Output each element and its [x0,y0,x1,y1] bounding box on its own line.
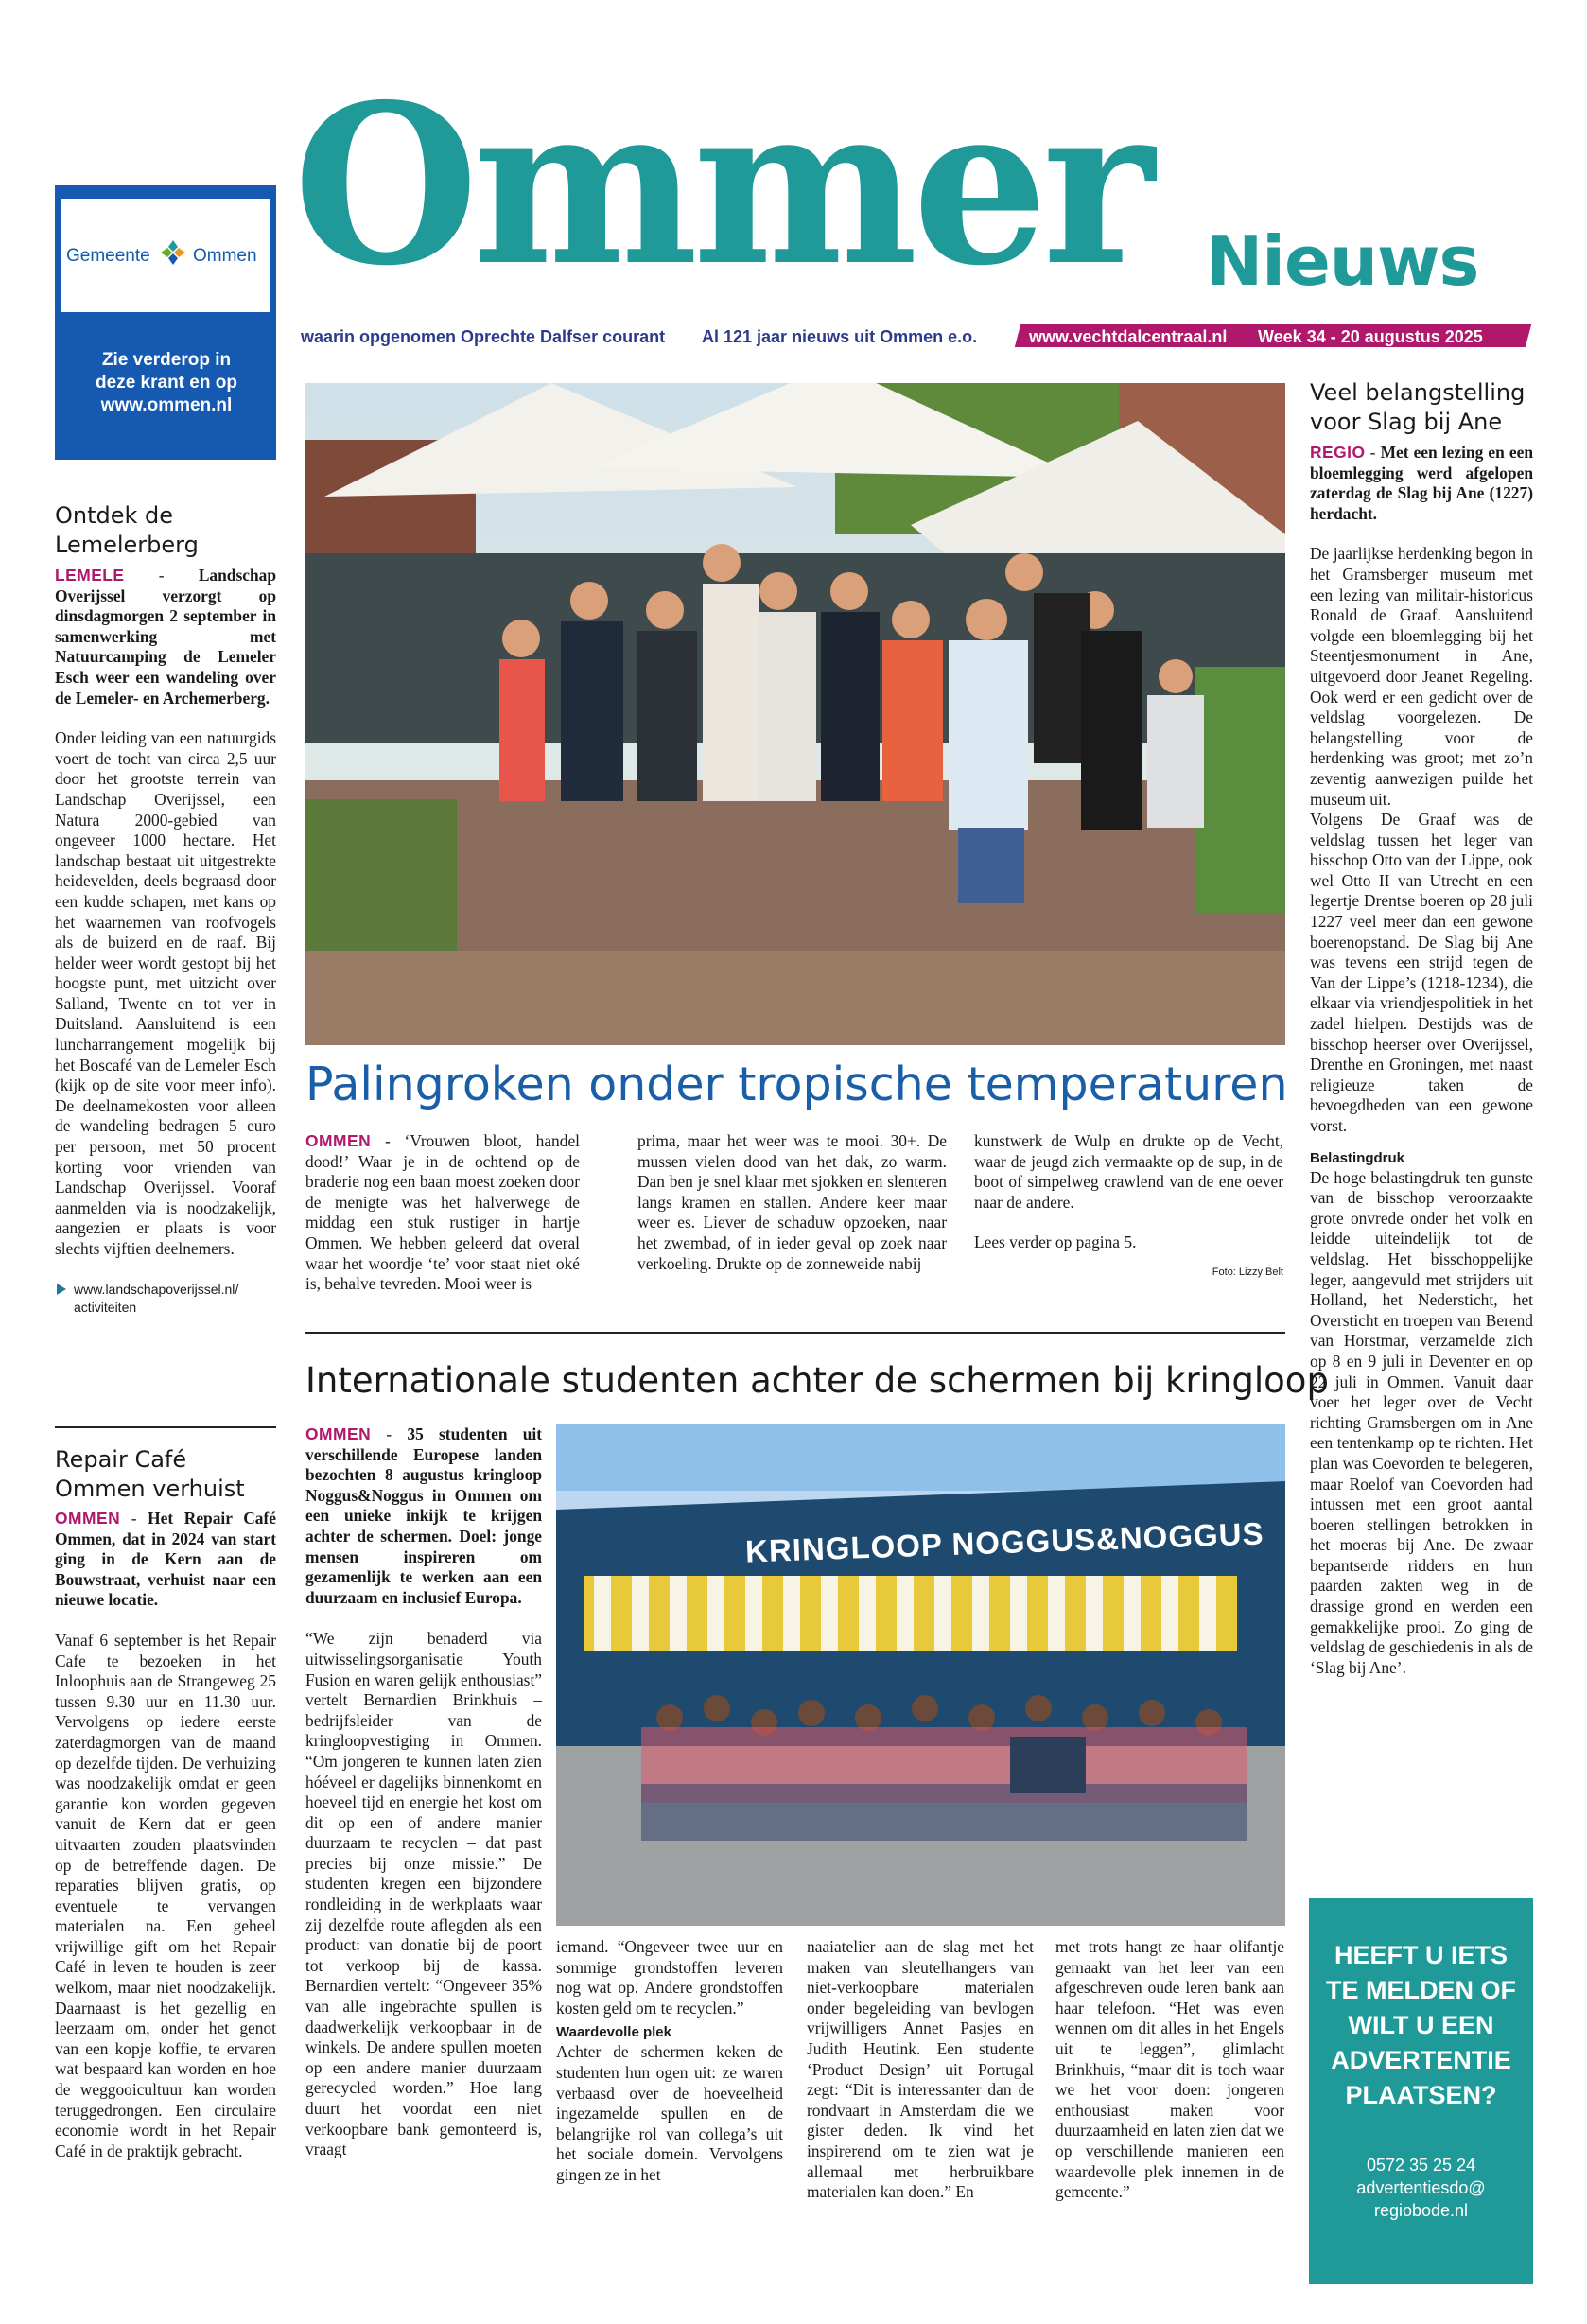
lemelerberg-title: Ontdek de Lemelerberg [55,502,199,558]
paling-col1 [305,1131,580,1295]
ane-article [1310,378,1533,1678]
repair-title: Repair Café Ommen verhuist [55,1446,245,1502]
gemeente-logo-panel [61,199,270,312]
studenten-lead-col [305,1424,542,2160]
ad-email-line2[interactable]: regiobode.nl [1373,2201,1469,2220]
studenten-headline: Internationale studenten achter de schermen bij kringloop [305,1360,1329,1401]
ane-lead-text: Met een lezing en een bloemlegging werd afgelopen zaterdag de Slag bij Ane (1227) herdacht. [1310,443,1533,523]
paling-photo [305,383,1285,1045]
store-sign: KRINGLOOP NOGGUS&NOGGUS [744,1515,1265,1569]
advertising-box[interactable] [1309,1898,1533,2284]
paling-col3 [974,1131,1283,1278]
paling-col1-text: OMMEN - ‘Vrouwen bloot, handel dood!’ Waar je in de ochtend op de braderie nog een baan moest zoeken door de menigte was het halverwege de middag een stuk rustiger in hartje Ommen. We hebben geleerd dat overal waar het woordje ‘te’ voor staat niet oké is, behalve tevreden. Mooi weer is [305,1131,580,1294]
paling-headline: Palingroken onder tropische temperaturen [305,1057,1288,1111]
gemeente-box[interactable] [55,185,276,460]
place-label: LEMELE [55,566,125,585]
gemeente-name-left: Gemeente [66,246,150,266]
lemelerberg-body: Onder leiding van een natuurgids voert de tocht van circa 2,5 uur door het grootste terrein van Landschap Overijssel, een Natura 2000-gebied van ongeveer 1000 hectare. Het landschap bestaat uit uitgestrekte heidevelden, deels begraasd door een kudde schapen, met kans op het waarnemen van roofvogels als de buizerd en de raaf. Bij helder weer wordt gestopt bij het hoogste punt, met uitzicht over Salland, Twente en tot ver in Duitsland. Aansluitend is een luncharrangement mogelijk bij het Boscafé van de Lemeler Esch (kijk op de site voor meer info). De deelnamekosten voor alleen de wandeling bedragen 5 euro per persoon, met 50 procent korting voor vrienden van Landschap Overijssel. Vooraf aanmelden via is noodzakelijk, aangezien er plaats is voor slechts vijftien deelnemers. [55,728,276,1258]
lemelerberg-link-line1[interactable]: www.landschapoverijssel.nl/ [74,1281,239,1297]
place-label: OMMEN [55,1509,121,1528]
paling-col2 [637,1131,947,1274]
masthead [293,56,1523,350]
ane-lead: REGIO - Met een lezing en een bloemlegging werd afgelopen zaterdag de Slag bij Ane (1227) herdacht. [1310,443,1533,523]
masthead-title: Ommer [293,56,1149,314]
paling-col3-body: kunstwerk de Wulp en drukte op de Vecht, waar de jeugd zich vermaakte op de sup, in de boot of simpelweg crawlend van de ene oever naar de andere. [974,1131,1283,1212]
studenten-subhead: Waardevolle plek [556,2024,671,2041]
lemelerberg-link-line2[interactable]: activiteiten [74,1299,137,1315]
arrow-right-icon [57,1284,66,1295]
paling-col1-body: ‘Vrouwen bloot, handel dood!’ Waar je in de ochtend op de braderie nog een baan moest zoeken door de menigte was het halverwege de middag een stuk rustiger in hartje Ommen. We hebben geleerd dat overal waar het woordje ‘te’ voor staat niet oké is, behalve tevreden. Mooi weer is [305,1131,580,1294]
lemelerberg-lead: LEMELE - Landschap Overijssel verzorgt op dinsdagmorgen 2 september in samenwerking met Natuurcamping de Lemeler Esch weer een wandeling over de Lemeler- en Archemerberg. [55,566,276,708]
lemelerberg-article [55,501,276,1317]
ane-title: Veel belangstelling voor Slag bij Ane [1310,379,1526,435]
tagline-bar [301,324,1511,351]
studenten-col-b1: iemand. “Ongeveer twee uur en sommige grondstoffen leveren nog wat op. Andere grondstoffen kosten geld om te recyclen.” [556,1937,783,2018]
kringloop-photo [556,1424,1285,1926]
tagline-years: Al 121 jaar nieuws uit Ommen e.o. [702,327,978,346]
ad-headline [1309,1938,1533,2113]
divider [305,1332,1285,1334]
paling-col2-body: prima, maar het weer was te mooi. 30+. De mussen vielen dood van het dak, zo warm. Dan ben je snel klaar met sjokken en slenteren langs kramen en stallen. Andere keer maar weer es. Liever de schaduw opzoeken, naar het zwembad, of in ieder geval op zoek naar verkoeling. Drukte op de zonneweide nabij [637,1131,947,1273]
studenten-col-b2: Achter de schermen keken de studenten hun ogen uit: ze waren verbaasd over de hoeveelheid ingezamelde spullen en de belangrijke rol van collega’s uit het sociale domein. Vervolgens gingen ze in het [556,2042,783,2184]
ane-p2: Volgens De Graaf was de veldslag tussen het leger van bisschop Otto van der Lippe, ook wel Otto II van Utrecht en een legertje Drentse boeren op 28 juli 1227 veel meer dan een gewone boerenopstand. De Slag bij Ane was tevens een strijd tegen de Van der Lippe’s (1218-1234), die elkaar via vriendjespolitiek in het zadel hielpen. Destijds was de bisschop heerser over Overijssel, Drenthe en Groningen, met naast religieuze taken de bevoegdheden van een gewone vorst. [1310,810,1533,1135]
studenten-lead-text: 35 studenten uit verschillende Europese landen bezochten 8 augustus kringloop Noggus&Noggus in Ommen om een unieke inkijk te krijgen achter de schermen. Doel: jonge mensen inspireren om gezamenlijk te werken aan een duurzaam en inclusief Europa. [305,1424,542,1607]
lemelerberg-link[interactable] [55,1281,276,1317]
studenten-col-b [556,1937,783,2186]
paling-more: Lees verder op pagina 5. [974,1232,1137,1252]
place-label: OMMEN [305,1424,372,1443]
ad-email-line1[interactable]: advertentiesdo@ [1356,2178,1486,2197]
ane-subhead: Belastingdruk [1310,1149,1405,1166]
ad-line: WILT U EEN [1348,2011,1494,2039]
ad-contact [1309,2154,1533,2222]
studenten-col-d-body: met trots hangt ze haar olifantje gemaakt van het leer van een afgeschreven oude leren bank aan haar telefoon. “Het was even wennen om dit alles in het Engels uit te leggen”, glimlacht Brinkhuis, “maar dit is toch waar we het voor doen: jongeren enthousiast maken voor duurzaamheid en laten zien dat we op verschillende manieren een waardevolle plek innemen in de gemeente.” [1055,1937,1284,2202]
ane-p3: De hoge belastingdruk ten gunste van de bisschop veroorzaakte grote onvrede onder het volk en leidde uiteindelijk tot de veldslag. Het bisschoppelijke leger, aangevuld met strijders uit Holland, het Nedersticht, het Oversticht en troepen van Berend van Horstmar, verzamelde zich op 8 en 9 juli in Deventer en op 22 juli in Ommen. Vanuit daar voer het leger over de Vecht richting Gramsbergen om in Ane een tentenkamp op te richten. Het plan was Coevorden te belegeren, maar Roelof van Coevorden had intussen met een groot aantal boeren stellingen betrokken in het moeras bij Ane. De zwaar bepantserde ridders en hun paarden zakten weg in de drassige grond en werden een gemakkelijke prooi. Zo ging de veldslag de geschiedenis in als de ‘Slag bij Ane’. [1310,1167,1533,1677]
edition-label: Week 34 - 20 augustus 2025 [1258,327,1483,346]
ad-line: PLAATSEN? [1345,2081,1497,2109]
repair-lead: OMMEN - Het Repair Café Ommen, dat in 2024 van start ging in de Kern aan de Bouwstraat, verhuist naar een nieuwe locatie. [55,1509,276,1610]
masthead-subtitle: Nieuws [1206,221,1479,301]
tagline-courant: waarin opgenomen Oprechte Dalfser courant [301,327,666,346]
studenten-col-c-body: naaiatelier aan de slag met het maken van sleutelhangers van niet-verkoopbare materialen onder begeleiding van bevlogen vrijwilligers Annet Pasjes en Judith Heutink. Een studente ‘Product Design’ uit Portugal zegt: “Dit is interessanter dan de rondvaart in Amsterdam die we gister deden. Ik vind het inspirerend om te zien wat je allemaal met herbruikbare materialen kan doen.” En [807,1937,1034,2202]
photo-credit: Foto: Lizzy Belt [1212,1266,1283,1278]
lemelerberg-lead-text: Landschap Overijssel verzorgt op dinsdagmorgen 2 september in samenwerking met Natuurcamping de Lemeler Esch weer een wandeling over de Lemeler- en Archemerberg. [55,566,276,708]
gemeente-name-right: Ommen [193,246,257,266]
repair-lead-text: Het Repair Café Ommen, dat in 2024 van start ging in de Kern aan de Bouwstraat, verhuist naar een nieuwe locatie. [55,1509,276,1610]
studenten-col-a: “We zijn benaderd via uitwisselingsorganisatie Youth Fusion en waren gelijk enthousiast” vertelt Bernardien Brinkhuis – bedrijfsleider van de kringloopvestiging in Ommen. “Om jongeren te kunnen laten zien hóéveel er dagelijks binnenkomt en hoeveel tijd en energie het kost om dit op een of andere manier duurzaam te recyclen – dat past precies bij onze missie.” De studenten kregen een bijzondere rondleiding in de werkplaats waar zij dezelfde route aflegden als een product: van donatie bij de poort tot verkoop bij de kassa. Bernardien vertelt: “Ongeveer 35% van alle ingebrachte spullen is daadwerkelijk verkoopbaar in de winkels. De andere spullen moeten op een andere manier duurzaam gerecycled worden.” Hoe lang duurt het voordat een niet verkoopbare bank gemonteerd is, vraagt [305,1629,542,2159]
place-label: REGIO [1310,443,1366,462]
ad-line: ADVERTENTIE [1331,2046,1511,2074]
studenten-lead: OMMEN - 35 studenten uit verschillende Europese landen bezochten 8 augustus kringloop Noggus&Noggus in Ommen om een unieke inkijk te krijgen achter de schermen. Doel: jonge mensen inspireren om gezamenlijk te werken aan een duurzaam en inclusief Europa. [305,1424,542,1607]
repair-body: Vanaf 6 september is het Repair Cafe te bezoeken in het Inloophuis aan de Strangeweg 25 tussen 9.30 uur en 11.30 uur. Vervolgens op iedere eerste zaterdagmorgen van de maand op dezelfde tijden. De verhuizing was noodzakelijk omdat er geen garantie kon worden gegeven vanuit de Kern dat er geen uitvaarten zouden plaatsvinden op de betreffende dagen. De reparaties blijven gratis, op eventuele te vervangen materialen na. Een geheel vrijwillige gift om het Repair Café in leven te houden is zeer welkom, maar niet noodzakelijk. Daarnaast is het gezellig en leerzaam om, onder het genot van een kopje koffie, te ervaren wat bespaard kan worden en hoe de weggooicultuur kan worden teruggedrongen. Een circulaire economie wordt in het Repair Café in de praktijk gebracht. [55,1630,276,2160]
ad-line: HEEFT U IETS [1334,1941,1508,1969]
studenten-col-c [807,1937,1034,2203]
ane-p1: De jaarlijkse herdenking begon in het Gramsberger museum met een lezing van militair-historicus Ronald de Graaf. Aansluitend volgde een bloemlegging bij het Steentjesmonument in Ane, uitgevoerd door Jeanet Regeling. Ook werd er een gedicht over de veldslag voorgelezen. De belangstelling voor de herdenking was groot; met zo’n zeventig aanwezigen puilde het museum uit. [1310,544,1533,809]
divider [55,1426,276,1428]
ad-phone[interactable]: 0572 35 25 24 [1366,2156,1476,2175]
place-label: OMMEN [305,1131,372,1150]
ad-line: TE MELDEN OF [1326,1976,1516,2004]
gemeente-logo-icon [159,238,187,267]
studenten-col-d [1055,1937,1284,2203]
gemeente-text: Zie verderop in deze krant en op www.ommen.nl [96,350,237,415]
website-link[interactable]: www.vechtdalcentraal.nl [1029,327,1228,346]
repair-article [55,1445,276,2161]
